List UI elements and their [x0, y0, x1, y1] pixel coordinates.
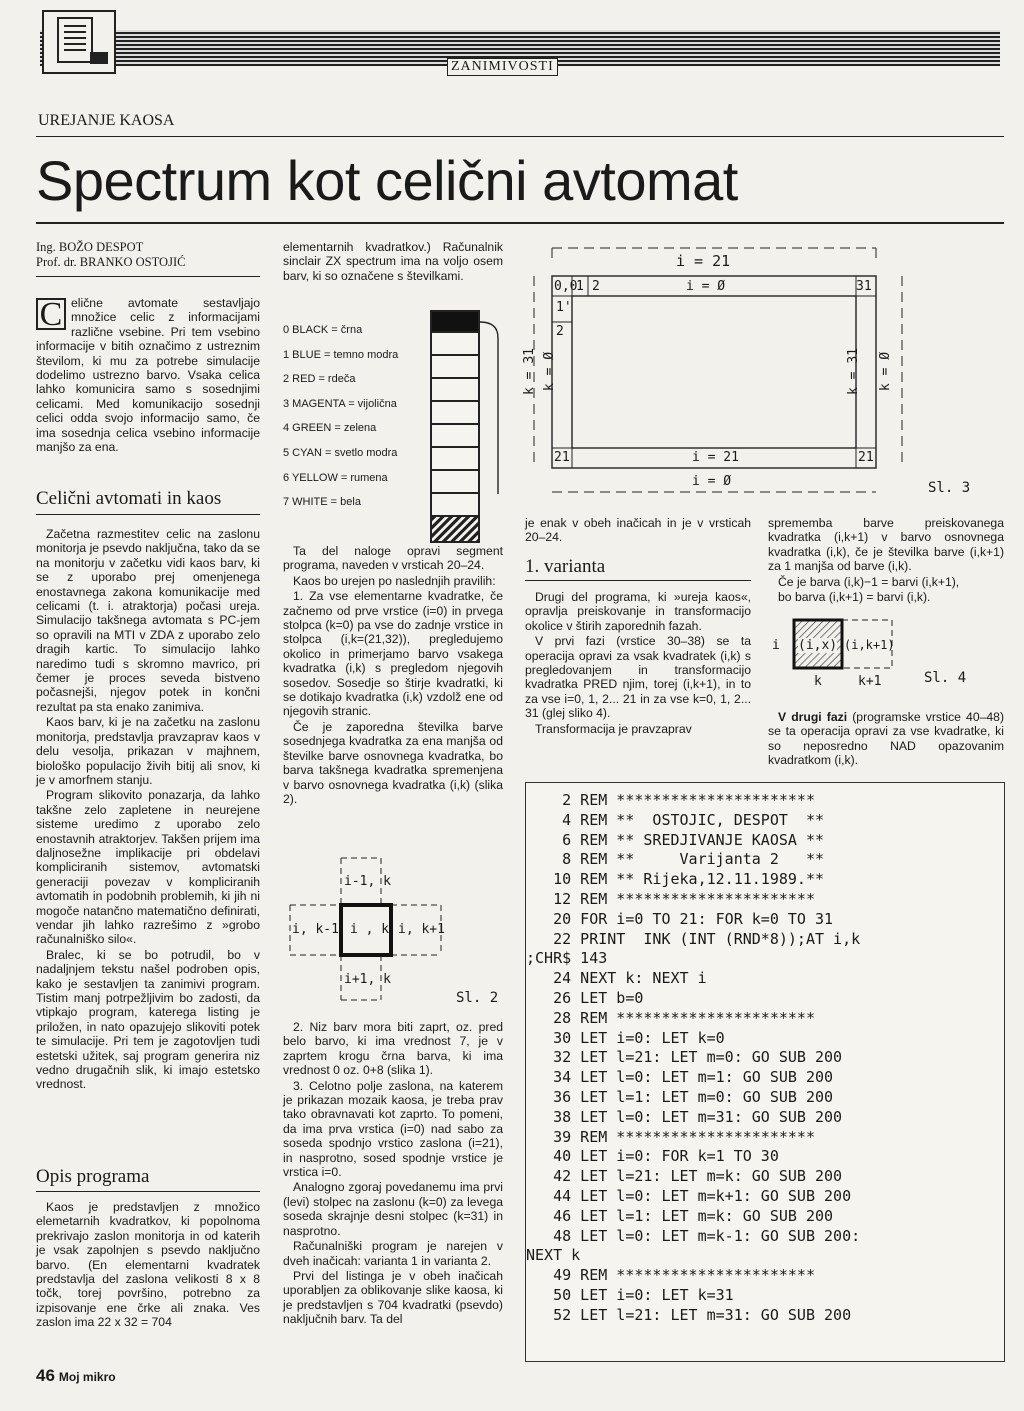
section-tag: ZANIMIVOSTI	[447, 58, 558, 76]
paragraph: V prvi fazi (vrstice 30–38) se ta operacija opravi za vsak kvadratek (i,k) s pregledovanjem in transformacijo kvadratka PRED njim, torej (i,k+1), in to za vse i=0, 1, 2... 21 in za vse k=0, 1, 2... 31 (glej sliko 4).	[525, 634, 751, 721]
code-line: 8 REM ** Varijanta 2 **	[526, 850, 825, 869]
color-item: 3 MAGENTA = vijolična	[283, 397, 397, 410]
article-title: Spectrum kot celični avtomat	[36, 149, 738, 212]
code-line: 39 REM **********************	[526, 1127, 815, 1146]
paragraph: 2. Niz barv mora biti zaprt, oz. pred belo barvo, ki ima vrednost 7, je v zaprtem krogu črna barva, ki ima vrednost 0 oz. 0+8 (slika 1).	[283, 1020, 503, 1078]
code-line: ;CHR$ 143	[526, 949, 608, 968]
color-cell-hatched	[430, 517, 480, 543]
code-line: 30 LET i=0: LET k=0	[526, 1028, 725, 1047]
code-line: 50 LET i=0: LET k=31	[526, 1285, 734, 1304]
fig2-caption: Sl. 2	[456, 990, 499, 1006]
paragraph: Prvi del listinga je v obeh inačicah uporabljen za oblikovanje slike kaosa, ki je predstavljen s 704 kvadratki (psevdo) naključnih barv. Ta del	[283, 1268, 503, 1327]
color-cell	[430, 471, 480, 494]
color-item: 4 GREEN = zelena	[283, 422, 377, 435]
paragraph: Kaos je predstavljen z množico elemetarnih kvadratkov, ki popolnoma prekrivajo zaslon monitorja in od katerih je vsak zapolnjen s psevdo naključno barvo. (En elementarni kvadratek predstavlja del zaslona velikosti 8 x 8 točk, torej površino, potrebno za izpisovanje ene črke ali znaka. Ves zaslon ima 22 x 32 = 704	[36, 1200, 260, 1330]
page-number: 46	[36, 1366, 55, 1385]
color-item: 5 CYAN = svetlo modra	[283, 446, 398, 459]
fig4-label-i: i	[772, 638, 780, 653]
code-line: 34 LET l=0: LET m=1: GO SUB 200	[526, 1068, 834, 1087]
fig2-label-right: i, k+1	[398, 922, 445, 937]
code-line: 24 NEXT k: NEXT i	[526, 969, 707, 988]
color-item: 6 YELLOW = rumena	[283, 471, 388, 484]
column-3	[525, 516, 751, 546]
fig3-cell-31: 31	[856, 279, 872, 294]
code-line: 22 PRINT INK (INT (RND*8));AT i,k	[526, 929, 861, 948]
code-line: 52 LET l=21: LET m=31: GO SUB 200	[526, 1305, 852, 1324]
color-cell	[430, 356, 480, 379]
fig3-cell-2: 2	[592, 279, 600, 294]
code-line: 28 REM **********************	[526, 1008, 815, 1027]
color-item: 7 WHITE = bela	[283, 496, 361, 509]
fig3-row-2: 2	[556, 324, 564, 339]
color-cell	[430, 333, 480, 356]
code-line: 10 REM ** Rijeka,12.11.1989.**	[526, 870, 825, 889]
column-1	[36, 296, 260, 454]
fig3-caption: Sl. 3	[928, 480, 971, 496]
computer-logo-icon	[42, 10, 116, 74]
paragraph: je enak v obeh inačicah in je v vrsticah 20–24.	[525, 516, 751, 545]
paragraph: elementarnih kvadratkov.) Računalnik sinclair ZX spectrum ima na voljo osem barv, ki so označene s številkami.	[283, 240, 503, 283]
code-line: 6 REM ** SREDJIVANJE KAOSA **	[526, 830, 825, 849]
color-item: 0 BLACK = črna	[283, 324, 363, 336]
fig2-label-center: i , k	[350, 922, 390, 937]
wrap-bracket-icon	[478, 318, 508, 498]
code-line: 40 LET i=0: FOR k=1 TO 30	[526, 1147, 779, 1166]
column-2-body	[283, 544, 503, 807]
figure-4	[768, 612, 1004, 692]
fig3-label-bottom-mid: i = 21	[692, 450, 739, 465]
heading-rule-2	[36, 1191, 260, 1192]
paragraph: Transformacija je pravzaprav	[535, 721, 692, 736]
column-4	[768, 516, 1004, 605]
column-1-tail	[36, 1200, 260, 1331]
code-line: 49 REM **********************	[526, 1266, 815, 1285]
paragraph: Analogno zgoraj povedanemu ima prvi (levi) stolpec na zaslonu (k=0) za levega soseda skrajnje desni stolpec (k=31) in nasprotno.	[283, 1180, 503, 1238]
fig3-label-top: i = 21	[676, 252, 731, 270]
page-footer	[36, 1366, 116, 1386]
fig3-cell-21: 21	[858, 450, 874, 465]
authors	[36, 240, 185, 270]
figure-3	[520, 240, 1004, 510]
fig3-label-top-mid: i = Ø	[686, 279, 726, 294]
fig3-side-right-outer: k = Ø	[878, 351, 894, 392]
fig4-label-k1: k+1	[858, 674, 882, 689]
color-cell	[430, 448, 480, 471]
paragraph: Drugi del programa, ki »ureja kaos«, opravlja preiskovanje in transformacijo okolice v štirih zaporednih fazah.	[525, 590, 751, 633]
intro-paragraph: C elične avtomate sestavljajo množice celic z informacijami različne vsebine. Pri tem vsebino informacije v bitih označimo z ustreznim številom, ki mu za potrebe simulacije dodelimo ustrezno barvo. Vsaka celica lahko komunicira samo s sosednjimi celicami. Med komunikacijo sosednji celici odda svojo informacijo samo, če ima sosednja celica vsebino informacije manjšo za ena.	[36, 296, 260, 455]
fig3-side-right-inner: k = 31	[845, 348, 861, 395]
color-cell	[430, 494, 480, 517]
color-cell	[430, 310, 480, 333]
color-cell	[430, 402, 480, 425]
fig4-cell-label: (i,x)	[798, 638, 838, 653]
fig2-label-top: i-1, k	[344, 874, 391, 889]
fig2-label-bottom: i+1, k	[344, 972, 391, 987]
heading-opis-programa: Opis programa	[36, 1166, 150, 1187]
paragraph: Če je barva (i,k)−1 = barvi (i,k+1),	[778, 574, 960, 589]
code-line: 46 LET l=1: LET m=k: GO SUB 200	[526, 1206, 834, 1225]
code-line: 36 LET l=1: LET m=0: GO SUB 200	[526, 1087, 834, 1106]
column-2-tail	[283, 1020, 503, 1328]
paragraph: V drugi fazi (programske vrstice 40–48) se ta operacija opravi za vse kvadratke, ki so neposredno NAD opazovanim kvadratkom (i,k).	[768, 710, 1004, 768]
color-list	[283, 318, 398, 515]
fig3-row-21: 21	[554, 450, 570, 465]
fig3-side-left-outer: k = 31	[521, 348, 537, 395]
article-kicker: UREJANJE KAOSA	[38, 112, 175, 129]
color-cell	[430, 425, 480, 448]
heading-rule-3	[525, 580, 751, 581]
paragraph: Program slikovito ponazarja, da lahko takšne zelo zapletene in neurejene sisteme uredimo z uporabo zelo enostavnih atraktorjev. Takšen prijem ima daljnosežne implikacije pri obdelavi kompliciranih sistemov, avtomatski generaciji povezav v kompliciranih avtomatih in podobnih problemih, ki jih ni mogoče natančno matematično definirati, vendar jih lahko razrešimo z »grobo računalniško silo«.	[36, 788, 260, 947]
fig2-label-left: i, k-1	[292, 922, 339, 937]
paragraph: Bralec, ki se bo potrudil, bo v nadaljnjem tekstu našel podroben opis, kako je sestavljen ta zanimivi program. Tistim manj potrpežljivim bo zadosti, da vtipkajo program, katerega listing je priložen, in nato opazujejo slikoviti potek te simulacije. Pri tem je zagotovljen tudi estetski užitek, saj program generira niz vedno drugačnih slik, ki imajo estetsko vrednost.	[36, 947, 260, 1092]
kicker-rule	[36, 136, 1004, 137]
fig3-cell-00: 0,0	[554, 279, 578, 294]
heading-rule-1	[36, 514, 260, 515]
paragraph: Računalniški program je narejen v dveh inačicah: varianta 1 in varianta 2.	[283, 1239, 503, 1268]
code-line: 20 FOR i=0 TO 21: FOR k=0 TO 31	[526, 909, 834, 928]
code-line: 2 REM **********************	[526, 791, 815, 809]
column-4-body	[768, 710, 1004, 769]
fig3-label-below: i = Ø	[692, 474, 732, 489]
color-item: 1 BLUE = temno modra	[283, 348, 399, 361]
color-cell	[430, 379, 480, 402]
program-listing	[525, 782, 1005, 1362]
fig3-cell-1: 1	[576, 279, 584, 294]
magazine-name: Moj mikro	[58, 1370, 116, 1384]
code-line: 44 LET l=0: LET m=k+1: GO SUB 200	[526, 1186, 852, 1205]
author-1: Ing. BOŽO DESPOT	[36, 240, 144, 254]
paragraph: Kaos barv, ki je na začetku na zaslonu monitorja, predstavlja pravzaprav kaos v delu vesolja, prikazan v majhnem, biološko populacijo živih bitij ali snov, ki je v amorfnem stanju.	[36, 715, 260, 787]
code-line: 38 LET l=0: LET m=31: GO SUB 200	[526, 1107, 843, 1126]
bold-phrase: V drugi fazi	[778, 710, 848, 724]
heading-varianta: 1. varianta	[525, 556, 606, 577]
code-line: 4 REM ** OSTOJIC, DESPOT **	[526, 810, 825, 829]
code-line: 48 LET l=0: LET m=k-1: GO SUB 200:	[526, 1226, 861, 1245]
heading-celicni-avtomati: Celični avtomati in kaos	[36, 488, 222, 509]
code-line: NEXT k	[526, 1246, 581, 1265]
column-3-body	[525, 590, 751, 737]
paragraph: Kaos bo urejen po naslednjih pravilih:	[293, 573, 496, 588]
authors-rule	[36, 276, 260, 277]
color-stack-figure	[430, 310, 480, 543]
paragraph: 3. Celotno polje zaslona, na katerem je prikazan mozaik kaosa, je treba prav tako obravnavati kot zaprto. To pomeni, da ima prva vrstica (i=0) nad sabo za soseda spodnjo vrstico zaslona (i=21), in nasprotno, sosed spodnje vrstice je vrstica i=0.	[283, 1078, 503, 1180]
code-line: 12 REM **********************	[526, 889, 815, 908]
fig3-row-1: 1'	[556, 300, 572, 315]
author-2: Prof. dr. BRANKO OSTOJIĆ	[36, 255, 186, 269]
code-line: 42 LET l=21: LET m=k: GO SUB 200	[526, 1167, 843, 1186]
fig4-label-k: k	[814, 674, 822, 689]
fig4-right-cell-label: (i,k+1)	[844, 638, 895, 652]
paragraph: Če je zaporedna številka barve sosednjega kvadratka za ena manjša od številke barve osnovnega kvadratka, bo barva takšnega kvadratka spremenjena v barvo osnovnega kvadratka (i,k) (slika 2).	[283, 719, 503, 806]
fig3-side-left-inner: k = Ø	[542, 351, 558, 392]
paragraph: Ta del naloge opravi segment programa, naveden v vrsticah 20–24.	[283, 544, 503, 573]
fig4-caption: Sl. 4	[924, 670, 967, 686]
drop-cap: C	[36, 298, 66, 330]
paragraph: Začetna razmestitev celic na zaslonu monitorja je psevdo naključna, tako da se na monitorju v začetku vidi kaos barv, ki se z uporabo prej omenjenega enostavnega zakona komunikacije med celicami (t. i. atraktorja) počasi ureja. Simulacijo takšnega avtomata s PC-jem so opravili na MTI v ZDA z uporabo zelo dragih kartic. To simulacijo lahko naredimo tudi s skromno mavrico, pri čemer je proces seveda bistveno počasnejši, njegov potek in končni rezultat pa sta enako zanimiva.	[36, 527, 260, 714]
title-rule	[36, 222, 1004, 224]
code-line: 26 LET b=0	[526, 988, 644, 1007]
column-1-body	[36, 527, 260, 1093]
paragraph: bo barva (i,k+1) = barvi (i,k).	[778, 590, 931, 605]
code-line: 32 LET l=21: LET m=0: GO SUB 200	[526, 1048, 843, 1067]
column-2-top	[283, 240, 503, 284]
paragraph: 1. Za vse elementarne kvadratke, če začnemo od prve vrstice (i=0) in prvega stolpca (k=0) pa vse do zadnje vrstice in stolpca (i,k=(21,32)), pregledujemo okolico in primerjamo barvo vsakega kvadratka (i,k) s pregledom njegovih sosedov. Sosedje so štirje kvadratki, ki se dotikajo kvadratka (i,k) vzdolž ene od njegovih stranic.	[283, 589, 503, 719]
color-item: 2 RED = rdeča	[283, 373, 356, 386]
figure-2	[286, 850, 500, 1010]
paragraph: sprememba barve preiskovanega kvadratka (i,k+1) v barvo osnovnega kvadratka (i,k), če je številka barve (i,k+1) za 1 manjša od barve (i,k).	[768, 516, 1004, 574]
